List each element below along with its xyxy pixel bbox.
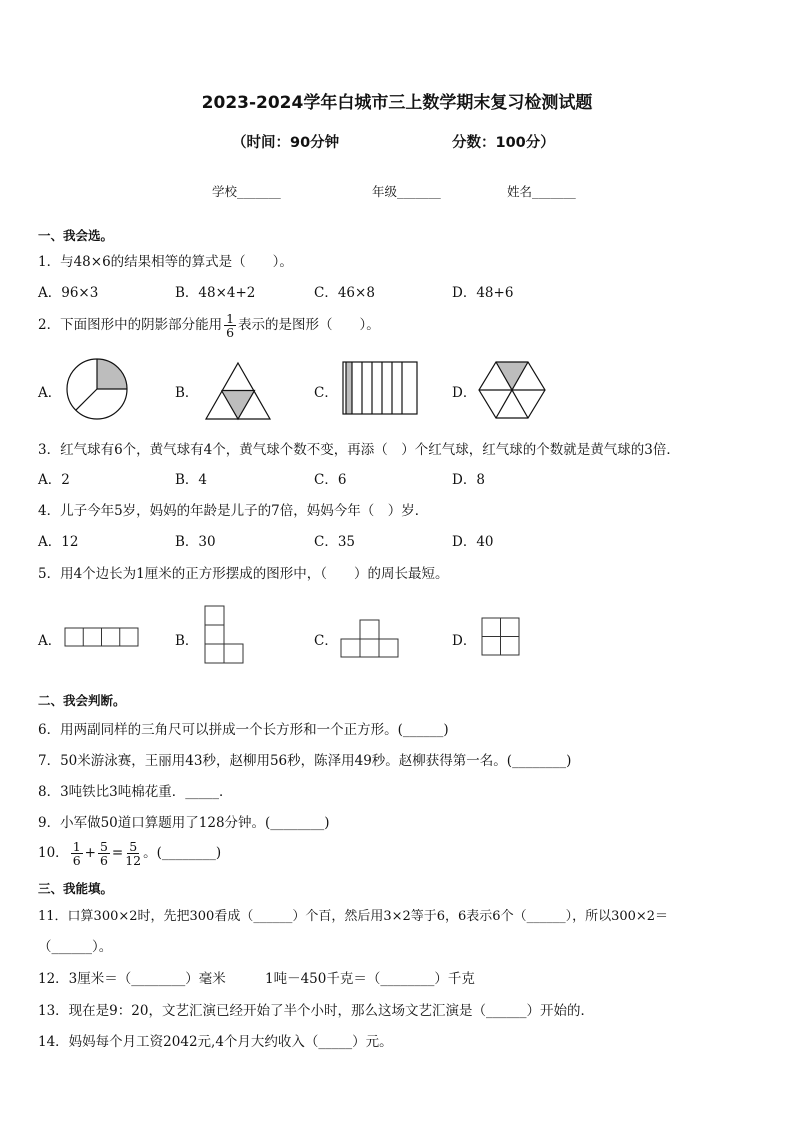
q3-option-b: B．4 xyxy=(175,472,208,488)
q2-fraction xyxy=(224,312,236,339)
q1-stem: 1．与48×6的结果相等的算式是（ ）。 xyxy=(38,254,293,270)
q2-option-a: A． xyxy=(38,385,62,401)
q11-line2: （______）。 xyxy=(38,939,113,955)
q2-figure-c-strips xyxy=(342,361,418,415)
school-field: 学校_______ xyxy=(212,184,281,199)
q10-label: 10． xyxy=(38,845,69,861)
q5-stem: 5．用4个边长为1厘米的正方形摆成的图形中，（ ）的周长最短。 xyxy=(38,566,449,582)
q10-frac2-den: 6 xyxy=(99,853,108,868)
q1-option-b: B．48×4+2 xyxy=(175,285,256,301)
q1-option-d: D．48+6 xyxy=(452,285,514,301)
q5-figure-b-l-shape xyxy=(204,605,246,665)
q4-stem: 4．儿子今年5岁，妈妈的年龄是儿子的7倍，妈妈今年（ ）岁． xyxy=(38,503,429,519)
q10-tail: 。(________) xyxy=(143,845,222,861)
q10-fraction-1 xyxy=(71,840,83,867)
q5-option-c: C． xyxy=(314,633,338,649)
q10-fraction-3 xyxy=(125,840,141,867)
q2-frac-num: 1 xyxy=(226,310,235,326)
q10-frac3-den: 12 xyxy=(125,853,142,868)
q4-option-b: B．30 xyxy=(175,534,216,550)
q2-frac-den: 6 xyxy=(226,325,235,340)
q1-option-a: A．96×3 xyxy=(38,285,99,301)
q2-stem xyxy=(38,309,380,341)
section-title-choose: 一、我会选。 xyxy=(38,228,114,243)
q10-fraction-2 xyxy=(98,840,110,867)
q10-frac1-den: 6 xyxy=(72,853,81,868)
exam-score: 分数：100分） xyxy=(452,135,555,151)
q10-equals: = xyxy=(111,845,124,861)
q5-option-d: D． xyxy=(452,633,477,649)
q2-option-d: D． xyxy=(452,385,477,401)
q14-text: 14．妈妈每个月工资2042元,4个月大约收入（_____）元。 xyxy=(38,1034,393,1050)
q10-plus: + xyxy=(84,845,96,861)
q10-frac3-num: 5 xyxy=(129,838,138,854)
q2-option-b: B． xyxy=(175,385,199,401)
q2-figure-b-triangle xyxy=(205,362,271,420)
q1-option-c: C．46×8 xyxy=(314,285,375,301)
q6-text: 6．用两副同样的三角尺可以拼成一个长方形和一个正方形。(______) xyxy=(38,722,449,738)
q10-frac1-num: 1 xyxy=(72,838,81,854)
q3-option-c: C．6 xyxy=(314,472,347,488)
q10-frac2-num: 5 xyxy=(99,838,108,854)
exam-time: （时间：90分钟 xyxy=(232,135,340,151)
q12-part1: 12．3厘米＝（________）毫米 xyxy=(38,971,226,987)
q7-text: 7．50米游泳赛，王丽用43秒，赵柳用56秒，陈泽用49秒。赵柳获得第一名。(________) xyxy=(38,753,572,769)
q2-stem-post: 表示的是图形（ ）。 xyxy=(238,317,380,333)
q3-option-d: D．8 xyxy=(452,472,485,488)
section-title-fill: 三、我能填。 xyxy=(38,881,114,896)
q11-line1: 11．口算300×2时，先把300看成（______）个百，然后用3×2等于6，6表示6个（______），所以300×2＝ xyxy=(38,909,669,924)
q2-stem-pre: 2．下面图形中的阴影部分能用 xyxy=(38,317,223,333)
section-title-judge: 二、我会判断。 xyxy=(38,693,126,708)
name-field: 姓名_______ xyxy=(507,184,576,199)
q3-stem: 3．红气球有6个，黄气球有4个，黄气球个数不变，再添（ ）个红气球，红气球的个数就是黄气球的3倍． xyxy=(38,442,680,458)
q9-text: 9．小军做50道口算题用了128分钟。(________) xyxy=(38,815,330,831)
grade-field: 年级_______ xyxy=(372,184,441,199)
q5-option-a: A． xyxy=(38,633,62,649)
q2-figure-d-hexagon xyxy=(478,361,546,419)
exam-title: 2023-2024学年白城市三上数学期末复习检测试题 xyxy=(201,93,593,113)
q12-part2: 1吨－450千克＝（________）千克 xyxy=(265,971,475,987)
q4-option-d: D．40 xyxy=(452,534,494,550)
q4-option-c: C．35 xyxy=(314,534,356,550)
q5-figure-a-row xyxy=(64,627,140,649)
q4-option-a: A．12 xyxy=(38,534,79,550)
q13-text: 13．现在是9：20，文艺汇演已经开始了半个小时，那么这场文艺汇演是（______）开始的． xyxy=(38,1003,594,1019)
q10-text xyxy=(38,836,221,870)
q2-figure-a-circle xyxy=(66,358,128,420)
q5-option-b: B． xyxy=(175,633,199,649)
q8-text: 8．3吨铁比3吨棉花重．_____． xyxy=(38,784,233,800)
q5-figure-d-square xyxy=(481,617,521,657)
q2-option-c: C． xyxy=(314,385,338,401)
q5-figure-c-t-shape xyxy=(340,619,400,659)
q3-option-a: A．2 xyxy=(38,472,70,488)
